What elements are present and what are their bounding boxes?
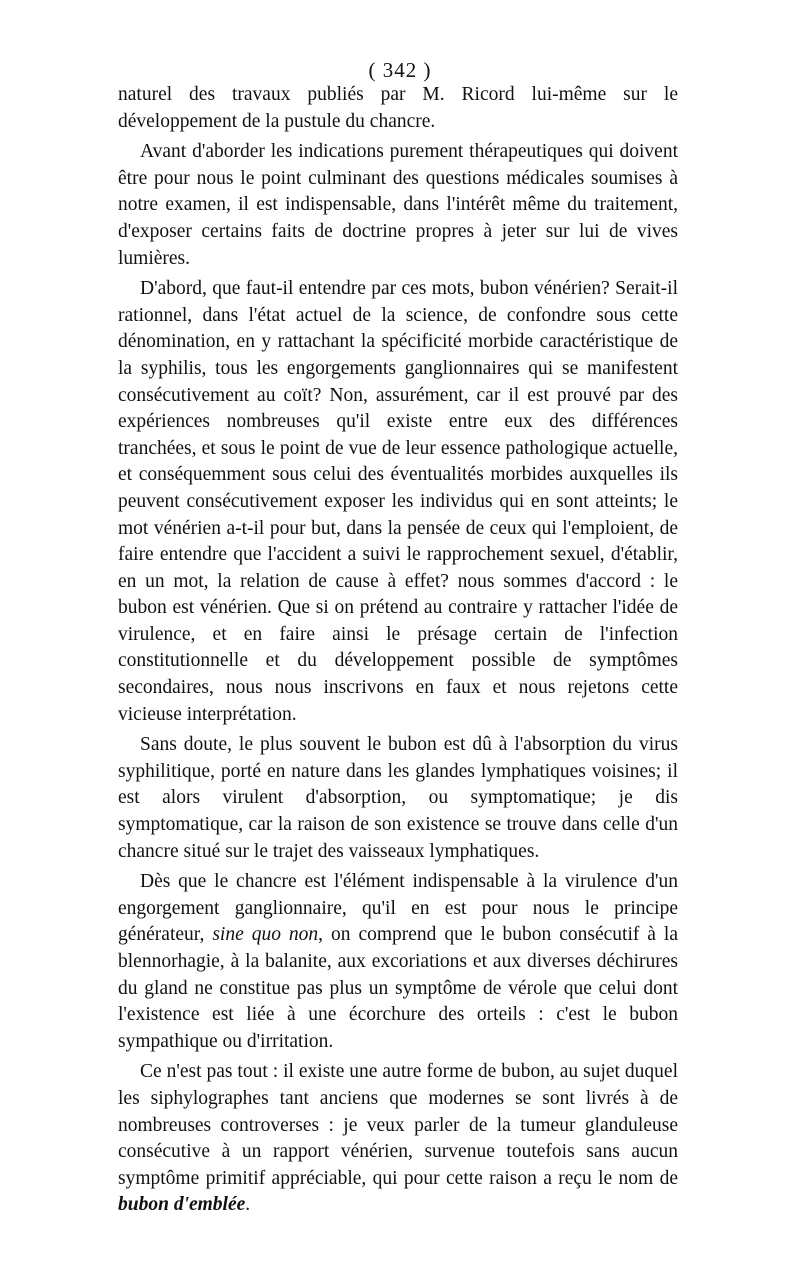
latin-phrase: sine quo non: [212, 924, 319, 946]
paragraph-bubon-emblee: [118, 1059, 678, 1219]
paragraph-sans-doute: Sans doute, le plus souvent le bubon est dû à l'absorption du virus syphilitique, porté en nature dans les glandes lymphatiques voisines; il est alors virulent d'absorption, ou symptomatique; je dis symptomatique, car la raison de son existence se trouve dans celle d'un chancre situé sur le trajet des vaisseaux lymphatiques.: [118, 734, 678, 862]
page-number: ( 342 ): [368, 58, 432, 82]
paragraph-continuation: naturel des travaux publiés par M. Ricord lui-même sur le développement de la pustule du chancre.: [118, 84, 678, 132]
term-bubon-emblee: bubon d'emblée: [118, 1194, 246, 1216]
body-text: [118, 82, 678, 1223]
paragraph-emblee-part2: .: [245, 1194, 251, 1216]
paragraph-emblee-part1: Ce n'est pas tout : il existe une autre forme de bubon, au sujet duquel les siphylographes tant anciens que modernes se sont livrés à de nombreuses controverses : je veux parler de la tumeur glanduleuse consécutive à un rapport vénérien, survenue toutefois sans aucun symptôme primitif appréciable, qui pour cette raison a reçu le nom de: [118, 1061, 678, 1189]
paragraph-aborder: Avant d'aborder les indications purement thérapeutiques qui doivent être pour nous le point culminant des questions médicales soumises à notre examen, il est indispensable, dans l'intérêt même du traitement, d'exposer certains faits de doctrine propres à jeter sur lui de vives lumières.: [118, 141, 678, 269]
paragraph-chancre: [118, 869, 678, 1055]
paragraph-bubon-venerien: D'abord, que faut-il entendre par ces mots, bubon vénérien? Serait-il rationnel, dans l'état actuel de la science, de confondre sous cette dénomination, en y rattachant la spécificité morbide caractéristique de la syphilis, tous les engorgements ganglionnaires qui se manifestent consécutivement au coït? Non, assurément, car il est prouvé par des expériences nombreuses qu'il existe entre eux des différences tranchées, et sous le point de vue de leur essence pathologique actuelle, et conséquemment sous celui des éventualités morbides auxquelles ils peuvent consécutivement exposer les individus qui en sont atteints; le mot vénérien a-t-il pour but, dans la pensée de ceux qui l'emploient, de faire entendre que l'accident a suivi le rapprochement sexuel, d'établir, en un mot, la relation de cause à effet? nous sommes d'accord : le bubon est vénérien. Que si on prétend au contraire y rattacher l'idée de virulence, et en faire ainsi le présage certain de l'infection constitutionnelle et du développement possible de symptômes secondaires, nous nous inscrivons en faux et nous rejetons cette vicieuse interprétation.: [118, 278, 678, 725]
paragraph-chancre-part1: Dès que le chancre est l'élément indispensable à la virulence d'un engorgement ganglionnaire, qu'il en est pour nous le principe générateur,: [118, 871, 678, 946]
paragraph-chancre-part2: , on comprend que le bubon consécutif à la blennorhagie, à la balanite, aux excoriations et aux diverses déchirures du gland ne constitue pas plus un symptôme de vérole que celui dont l'existence est liée à une écorchure des orteils : c'est le bubon sympathique ou d'irritation.: [118, 924, 678, 1052]
